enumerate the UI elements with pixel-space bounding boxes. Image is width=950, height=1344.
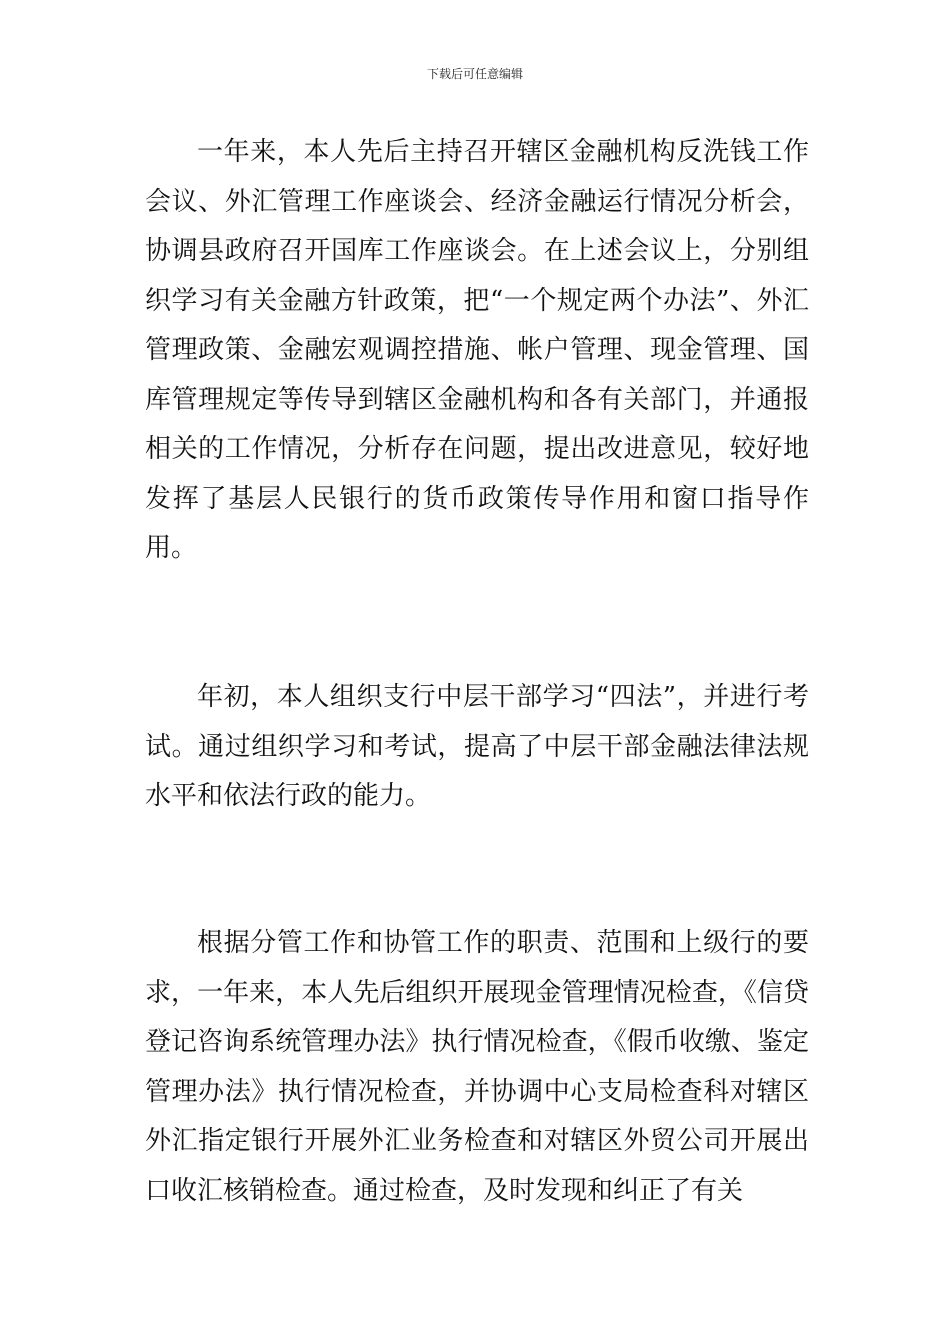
paragraph-law-study: 年初，本人组织支行中层干部学习“四法”，并进行考试。通过组织学习和考试，提高了中层干部金融法律法规水平和依法行政的能力。 xyxy=(145,682,809,811)
paragraph-inspections: 根据分管工作和协管工作的职责、范围和上级行的要求，一年来，本人先后组织开展现金管理情况检查，《信贷登记咨询系统管理办法》执行情况检查，《假币收缴、鉴定管理办法》执行情况检查，并协调中心支局检查科对辖区外汇指定银行开展外汇业务检查和对辖区外贸公司开展出口收汇核销检查。通过检查，及时发现和纠正了有关 xyxy=(145,928,809,1206)
page-header: 下载后可任意编辑 xyxy=(426,67,523,81)
paragraph-meetings: 一年来，本人先后主持召开辖区金融机构反洗钱工作会议、外汇管理工作座谈会、经济金融运行情况分析会，协调县政府召开国库工作座谈会。在上述会议上，分别组织学习有关金融方针政策，把“一个规定两个办法”、外汇管理政策、金融宏观调控措施、帐户管理、现金管理、国库管理规定等传导到辖区金融机构和各有关部门，并通报相关的工作情况，分析存在问题，提出改进意见，较好地发挥了基层人民银行的货币政策传导作用和窗口指导作用。 xyxy=(145,137,809,563)
